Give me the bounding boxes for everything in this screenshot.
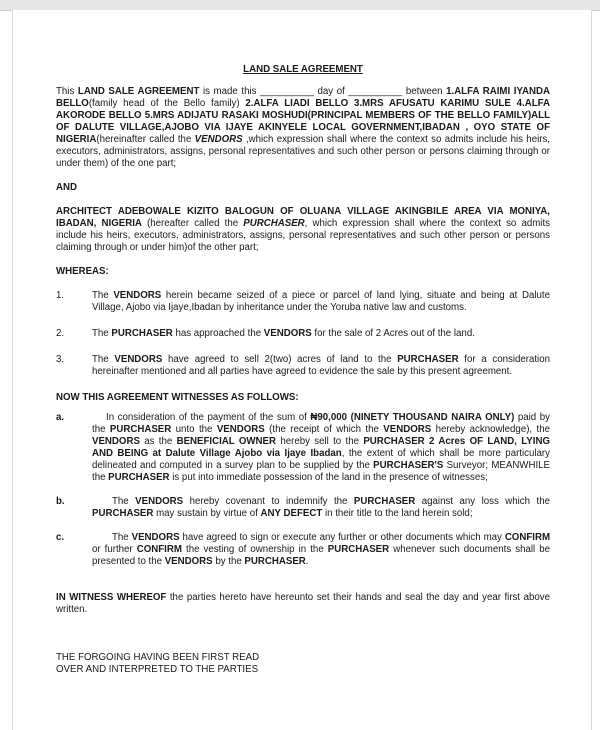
footer-line-1: THE FORGOING HAVING BEEN FIRST READ (56, 652, 260, 663)
footer-note (56, 652, 550, 676)
whereas-heading: WHEREAS: (56, 266, 109, 277)
intro-paragraph: This LAND SALE AGREEMENT is made this __________ day of __________ between 1.ALFA RAIMI IYANDA BELLO(family head of the Bello family) 2.ALFA LIADI BELLO 3.MRS AFUSATU KARIMU SULE 4.ALFA AKORODE BELLO 5.MRS ADIJATU RASAKI MOSHUDI(PRINCIPAL MEMBERS OF THE BELLO FAMILY)ALL OF DALUTE VILLAGE,AJOBO VIA IJAYE AKINYELE LOCAL GOVERNMENT,IBADAN , OYO STATE OF NIGERIA(hereinafter called the VENDORS ,which expression shall where the context so admits include his heirs, executors, administrators, assigns, personal representatives and such other person or persons claiming through or under them) of the one part; (56, 86, 550, 169)
document-title: LAND SALE AGREEMENT (243, 64, 363, 75)
clause-b: b. The VENDORS hereby covenant to indemnify the PURCHASER against any loss which the PURCHASER may sustain by virtue of ANY DEFECT in their title to the land herein sold; (56, 496, 550, 519)
whereas-item: 1. The VENDORS herein became seized of a piece or parcel of land lying, situate and being at Dalute Village, Ajobo via Ijaye,Ibadan by inheritance under the Yoruba native law and customs. (56, 290, 550, 313)
and-label: AND (56, 182, 77, 193)
witnesses-heading: NOW THIS AGREEMENT WITNESSES AS FOLLOWS: (56, 392, 299, 403)
purchaser-paragraph: ARCHITECT ADEBOWALE KIZITO BALOGUN OF OLUANA VILLAGE AKINGBILE AREA VIA MONIYA, IBADAN, NIGERIA (hereafter called the PURCHASER, which expression shall where the context so admits include his heirs, executors, administrators, assigns, personal representatives and such other person or persons claiming through or under him)of the other part; (56, 206, 550, 253)
clause-a: a. In consideration of the payment of the sum of ₦90,000 (NINETY THOUSAND NAIRA ONLY) paid by the PURCHASER unto the VENDORS (the receipt of which the VENDORS hereby acknowledge), the VENDORS as the BENEFICIAL OWNER hereby sell to the PURCHASER 2 Acres OF LAND, LYING AND BEING at Dalute Village Ajobo via Ijaye Ibadan, the extent of which shall be more particulary delineated and computed in a survey plan to be supplied by the PURCHASER'S Surveyor; MEANWHILE the PURCHASER is put into immediate possession of the land in the presence of witnesses; (56, 412, 551, 483)
document-page (12, 10, 592, 730)
document-content (56, 64, 550, 676)
witness-paragraph: IN WITNESS WHEREOF the parties hereto have hereunto set their hands and seal the day and year first above written. (56, 592, 550, 615)
clause-c: c. The VENDORS have agreed to sign or execute any further or other documents which may CONFIRM or further CONFIRM the vesting of ownership in the PURCHASER whenever such documents shall be presented to the VENDORS by the PURCHASER. (56, 532, 551, 567)
whereas-item: 2. The PURCHASER has approached the VENDORS for the sale of 2 Acres out of the land. (56, 328, 475, 339)
footer-line-2: OVER AND INTERPRETED TO THE PARTIES (56, 664, 259, 675)
whereas-item: 3. The VENDORS have agreed to sell 2(two) acres of land to the PURCHASER for a consideration hereinafter mentioned and all parties have agreed to evidence the sale by this present agreement. (56, 354, 550, 377)
